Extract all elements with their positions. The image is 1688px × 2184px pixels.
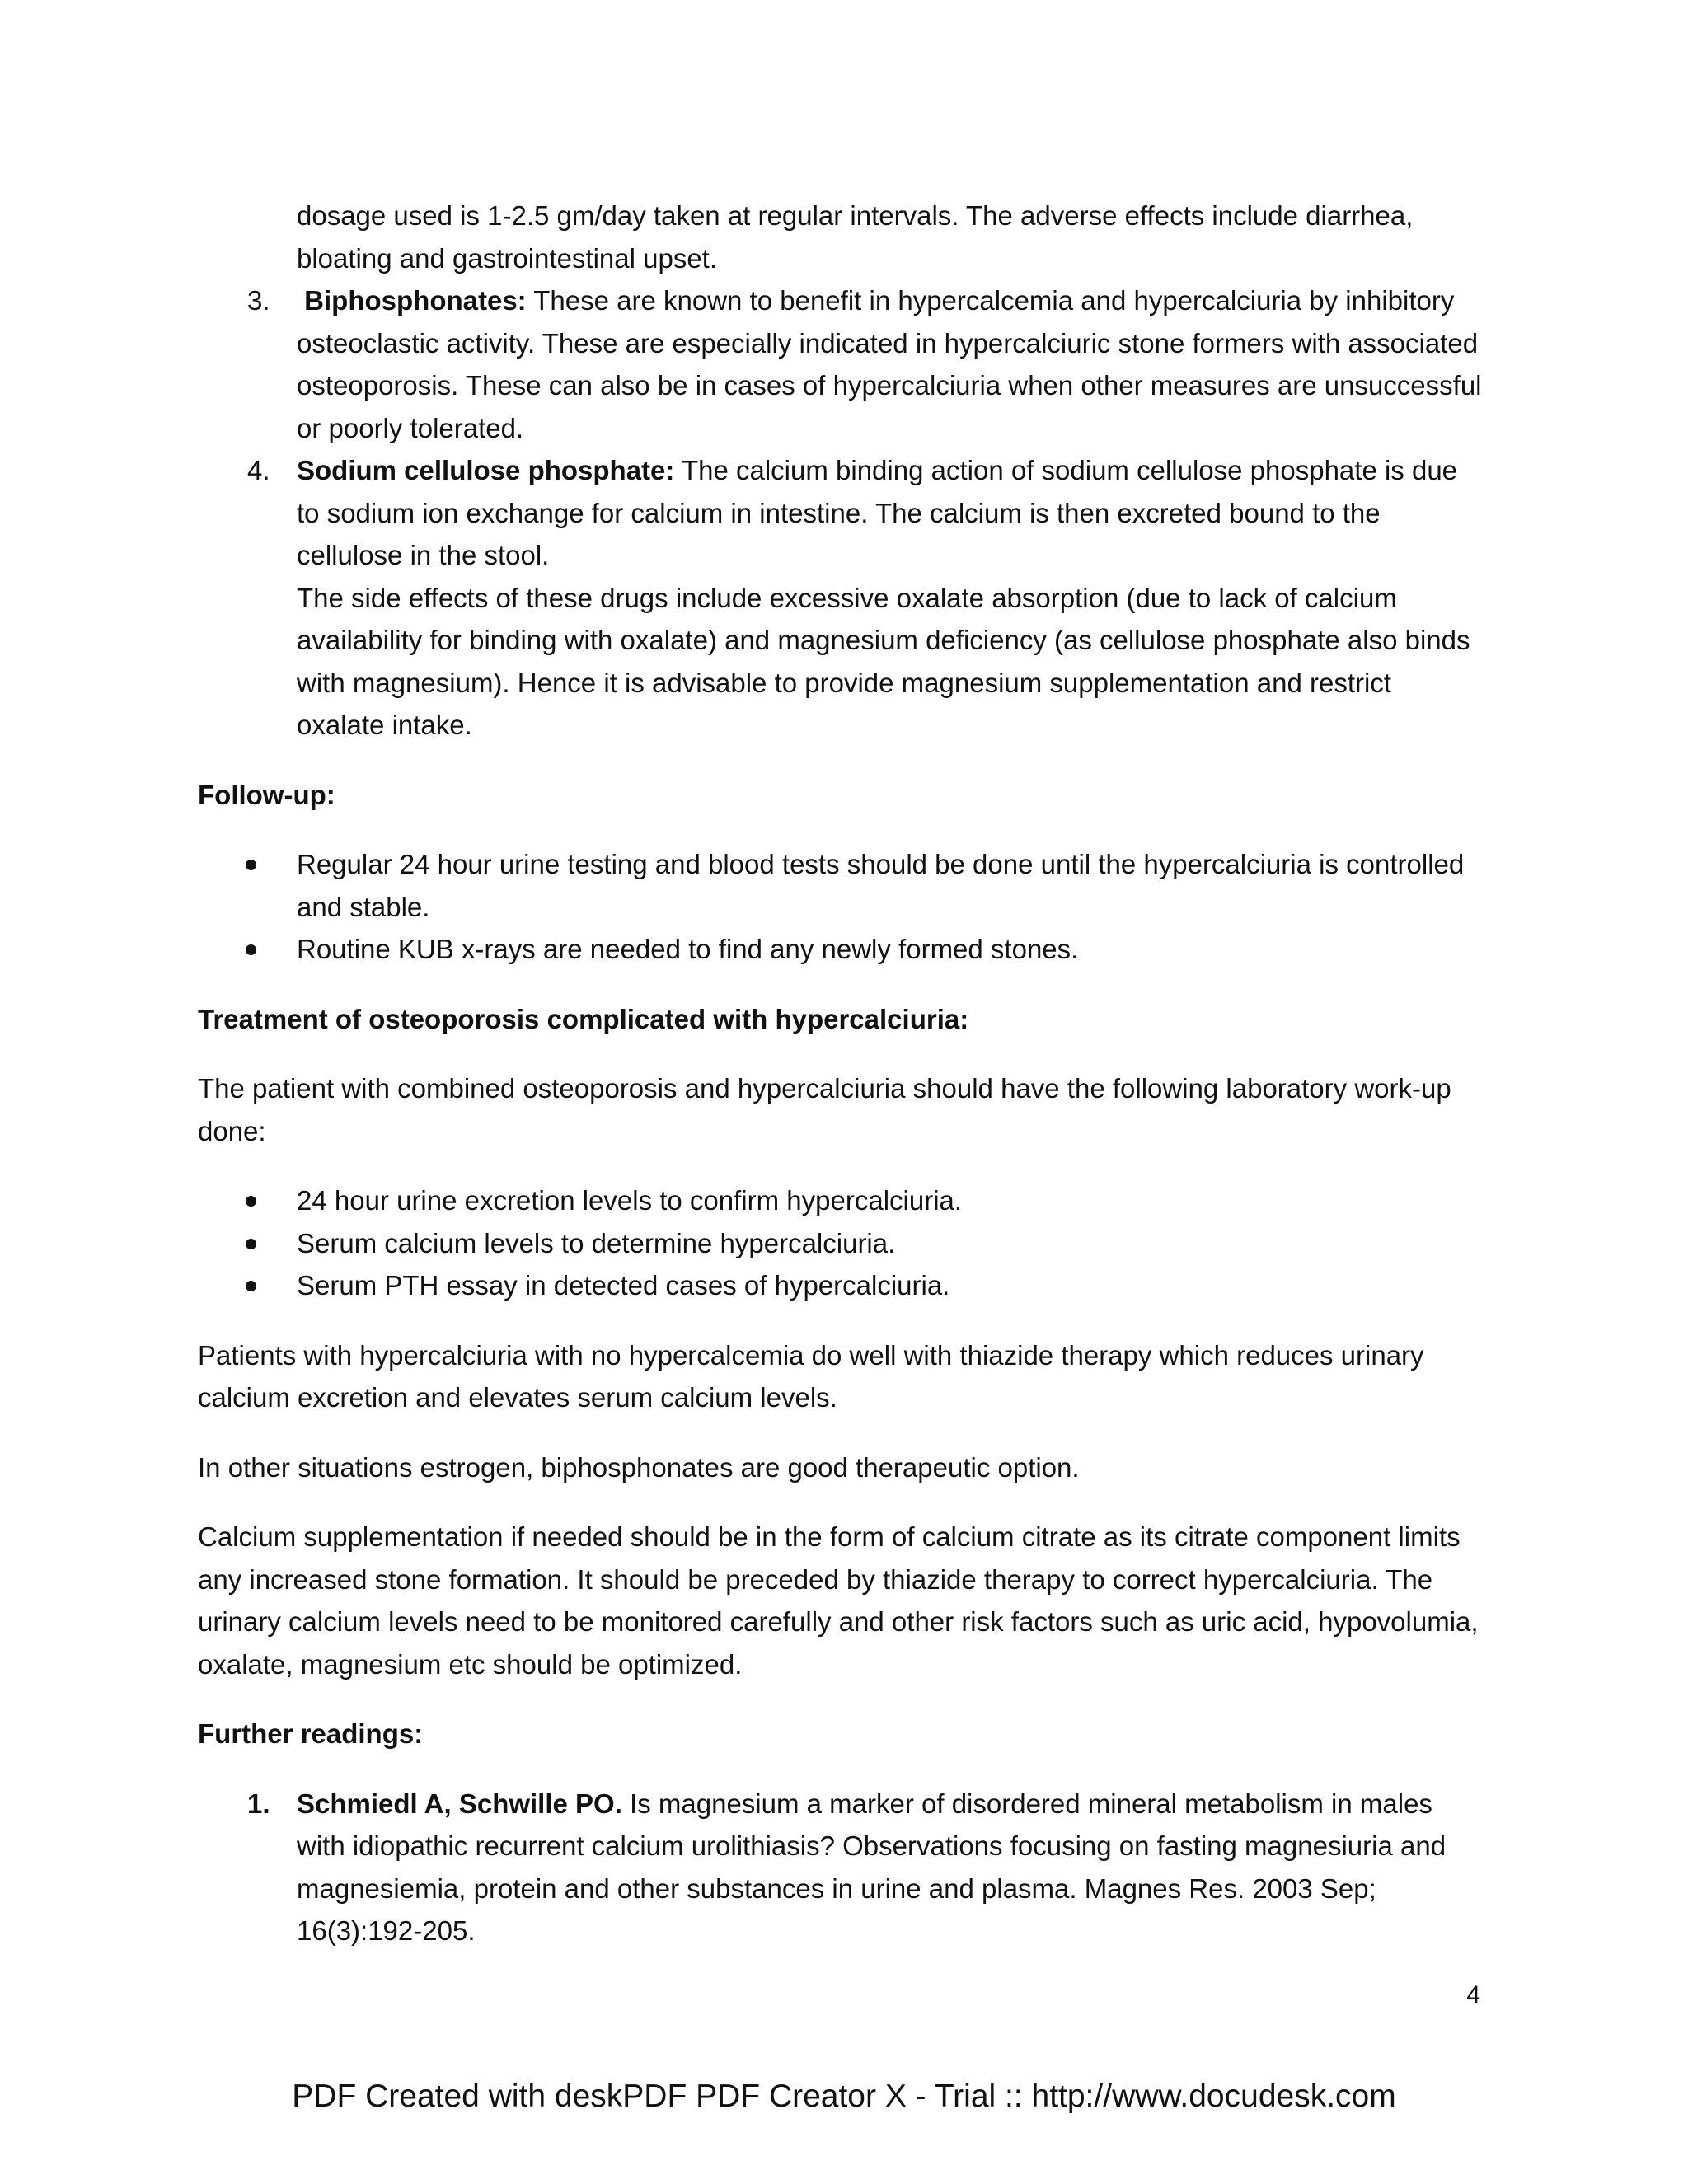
continuation-line: bloating and gastrointestinal upset. xyxy=(297,242,718,274)
references-list xyxy=(198,1783,1484,1952)
pdf-creator-footer: PDF Created with deskPDF PDF Creator X - Trial :: http://www.docudesk.com xyxy=(292,2079,1396,2114)
item-number: 4. xyxy=(247,455,270,485)
list-item: Serum PTH essay in detected cases of hypercalciuria. xyxy=(198,1264,1484,1307)
list-item: Serum calcium levels to determine hypercalciuria. xyxy=(198,1222,1484,1265)
reference-item xyxy=(198,1783,1484,1952)
item-number: 3. xyxy=(247,285,270,316)
further-readings-heading: Further readings: xyxy=(198,1718,424,1749)
estrogen-paragraph: In other situations estrogen, biphosphonates are good therapeutic option. xyxy=(198,1451,1080,1483)
side-effects-note: The side effects of these drugs include excessive oxalate absorption (due to lack of calcium availability for binding with oxalate) and magnesium deficiency (as cellulose phosphate also binds with magnesium). Hence it is advisable to provide magnesium supplementation and restrict oxalate intake. xyxy=(297,582,1470,740)
workup-list xyxy=(198,1179,1484,1307)
page-content xyxy=(198,194,1484,1952)
calcium-supplement-paragraph: Calcium supplementation if needed should be in the form of calcium citrate as its citrate component limits any increased stone formation. It should be preceded by thiazide therapy to correct hypercalciuria. The urinary calcium levels need to be monitored carefully and other risk factors such as uric acid, hypovolumia, oxalate, magnesium etc should be optimized. xyxy=(198,1521,1479,1680)
bullet-icon xyxy=(246,1196,256,1207)
bullet-icon xyxy=(246,944,256,955)
page-number: 4 xyxy=(1466,1981,1480,2008)
thiazide-paragraph: Patients with hypercalciuria with no hypercalcemia do well with thiazide therapy which reduces urinary calcium excretion and elevates serum calcium levels. xyxy=(198,1339,1424,1413)
item-text: These are known to benefit in hypercalcemia and hypercalciuria by inhibitory osteoclastic activity. These are especially indicated in hypercalciuric stone formers with associated osteoporosis. These can also be in cases of hypercalciuria when other measures are unsuccessful or poorly tolerated. xyxy=(297,285,1482,443)
continuation-text xyxy=(198,194,1484,279)
list-item: Regular 24 hour urine testing and blood tests should be done until the hypercalciuria is controlled and stable. xyxy=(198,843,1484,928)
numbered-item-sodium-cellulose-phosphate xyxy=(198,449,1484,577)
reference-authors: Schmiedl A, Schwille PO. xyxy=(297,1788,622,1819)
reference-text: Is magnesium a marker of disordered mineral metabolism in males with idiopathic recurrent calcium urolithiasis? Observations focusing on fasting magnesiuria and magnesiemia, protein and other substances in urine and plasma. Magnes Res. 2003 Sep; 16(3):192-205. xyxy=(297,1788,1447,1946)
numbered-item-biphosphonates xyxy=(198,279,1484,449)
list-item: 24 hour urine excretion levels to confirm hypercalciuria. xyxy=(198,1179,1484,1222)
osteoporosis-intro: The patient with combined osteoporosis and hypercalciuria should have the following laboratory work-up done: xyxy=(198,1073,1451,1146)
item-title: Sodium cellulose phosphate: xyxy=(297,455,675,485)
list-item: Routine KUB x-rays are needed to find any newly formed stones. xyxy=(198,928,1484,971)
item-title: Biphosphonates: xyxy=(304,285,527,316)
continuation-line: dosage used is 1-2.5 gm/day taken at regular intervals. The adverse effects include diarrhea, xyxy=(297,200,1414,231)
item-text: The calcium binding action of sodium cellulose phosphate is due to sodium ion exchange for calcium in intestine. The calcium is then excreted bound to the cellulose in the stool. xyxy=(297,455,1458,570)
reference-number: 1. xyxy=(247,1788,270,1819)
bullet-icon xyxy=(246,1281,256,1291)
followup-list xyxy=(198,843,1484,971)
bullet-icon xyxy=(246,860,256,870)
osteoporosis-heading: Treatment of osteoporosis complicated with hypercalciuria: xyxy=(198,1003,969,1034)
bullet-icon xyxy=(246,1239,256,1249)
followup-heading: Follow-up: xyxy=(198,779,335,810)
